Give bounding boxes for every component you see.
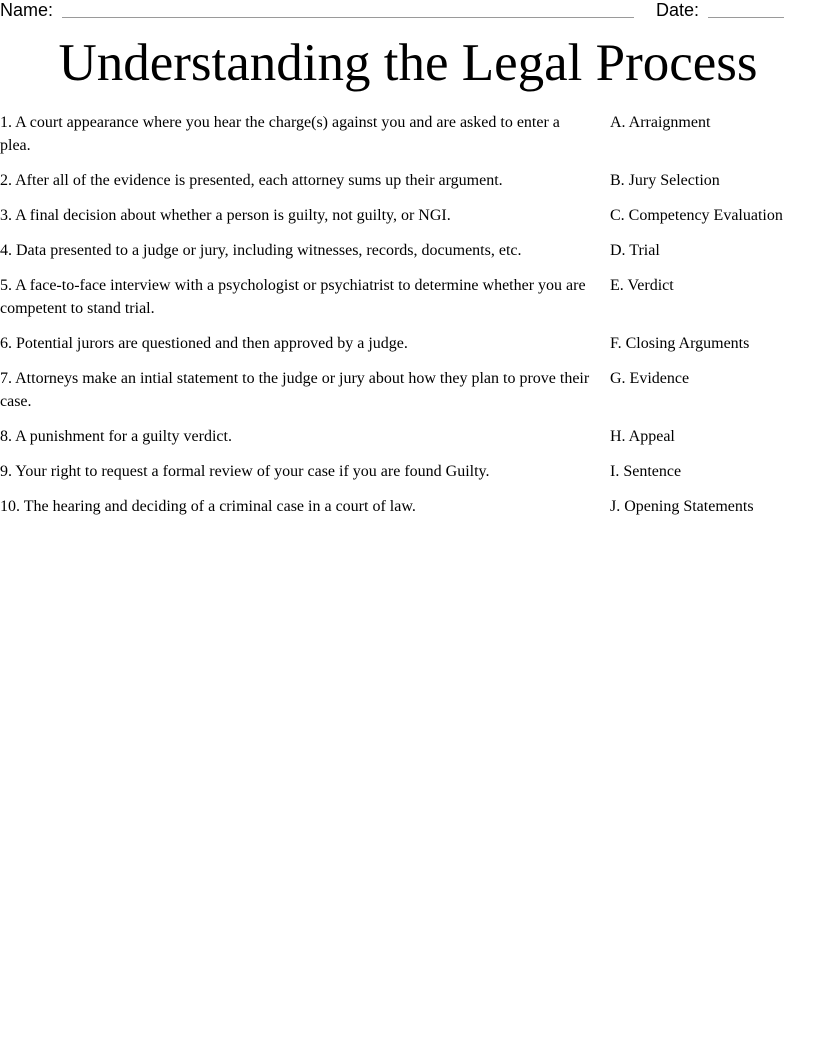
- matching-row: [0, 425, 816, 448]
- name-label: Name:: [0, 0, 54, 20]
- matching-row: [0, 274, 816, 320]
- question-text: 6. Potential jurors are questioned and then approved by a judge.: [0, 335, 408, 352]
- question-text: 3. A final decision about whether a person is guilty, not guilty, or NGI.: [0, 207, 451, 224]
- date-label: Date:: [656, 0, 700, 20]
- answer-option: H. Appeal: [610, 428, 675, 445]
- matching-row: [0, 111, 816, 157]
- answer-option: B. Jury Selection: [610, 172, 720, 189]
- page-title: Understanding the Legal Process: [58, 34, 758, 92]
- answer-option: I. Sentence: [610, 463, 682, 480]
- answer-option: J. Opening Statements: [610, 498, 754, 515]
- matching-row: [0, 367, 816, 413]
- date-blank-line: [708, 17, 784, 18]
- question-text: 10. The hearing and deciding of a criminal case in a court of law.: [0, 498, 416, 515]
- question-text: 8. A punishment for a guilty verdict.: [0, 428, 232, 445]
- matching-row: [0, 495, 816, 518]
- header: [0, 0, 816, 24]
- matching-row: [0, 169, 816, 192]
- matching-row: [0, 460, 816, 483]
- answer-option: C. Competency Evaluation: [610, 207, 783, 224]
- question-text: 5. A face-to-face interview with a psychologist or psychiatrist to determine whether you are competent to stand trial.: [0, 277, 586, 317]
- answer-option: F. Closing Arguments: [610, 335, 750, 352]
- answer-option: D. Trial: [610, 242, 660, 259]
- answer-option: E. Verdict: [610, 277, 674, 294]
- answer-option: A. Arraignment: [610, 114, 711, 131]
- question-text: 1. A court appearance where you hear the charge(s) against you and are asked to enter a plea.: [0, 114, 560, 154]
- question-text: 9. Your right to request a formal review of your case if you are found Guilty.: [0, 463, 490, 480]
- question-text: 2. After all of the evidence is presented, each attorney sums up their argument.: [0, 172, 503, 189]
- question-text: 4. Data presented to a judge or jury, including witnesses, records, documents, etc.: [0, 242, 522, 259]
- matching-row: [0, 332, 816, 355]
- matching-row: [0, 204, 816, 227]
- matching-worksheet: [0, 111, 816, 530]
- answer-option: G. Evidence: [610, 370, 690, 387]
- question-text: 7. Attorneys make an intial statement to the judge or jury about how they plan to prove their case.: [0, 370, 590, 410]
- name-blank-line: [62, 17, 634, 18]
- matching-row: [0, 239, 816, 262]
